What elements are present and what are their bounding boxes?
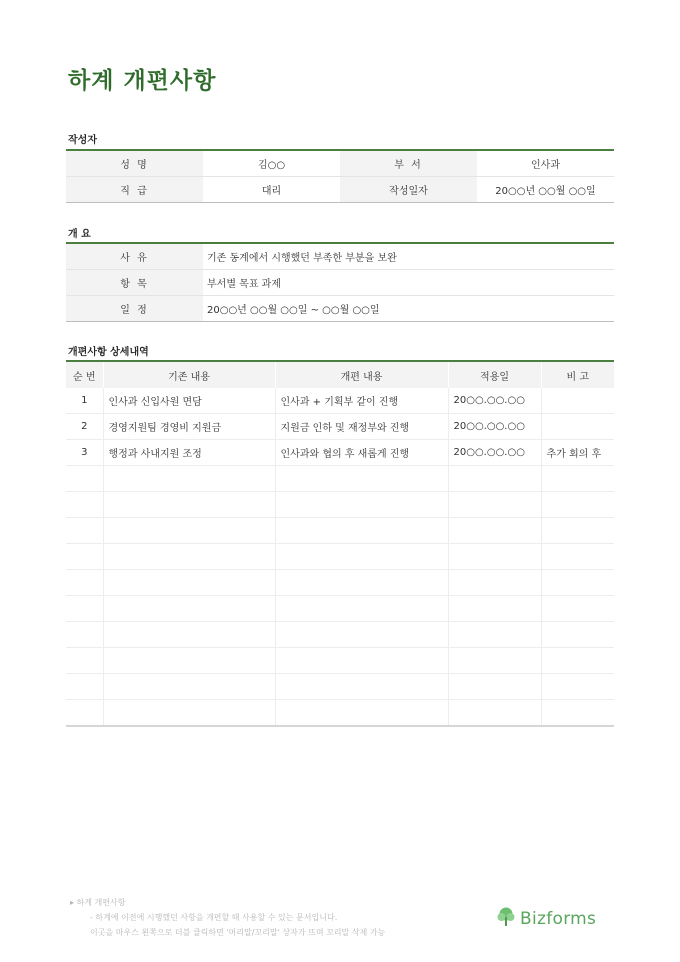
overview-row (66, 270, 614, 296)
table-row (66, 466, 614, 492)
cell-no: 3 (66, 440, 103, 466)
cell-no: 1 (66, 388, 103, 414)
cell-note (541, 518, 614, 544)
cell-before: 인사과 신입사원 면담 (103, 388, 275, 414)
cell-after (275, 466, 448, 492)
overview-section-title: 개 요 (68, 229, 91, 240)
cell-no: 2 (66, 414, 103, 440)
table-row (66, 518, 614, 544)
overview-value: 부서별 목표 과제 (203, 270, 614, 296)
cell-date (448, 648, 541, 674)
cell-after (275, 492, 448, 518)
col-header-date: 적용일 (448, 361, 541, 388)
cell-no (66, 674, 103, 700)
overview-label: 사 유 (66, 243, 203, 270)
cell-date: 20○○.○○.○○ (448, 440, 541, 466)
cell-date: 20○○.○○.○○ (448, 388, 541, 414)
cell-date (448, 700, 541, 727)
cell-note (541, 388, 614, 414)
detail-body (66, 388, 614, 726)
cell-date (448, 544, 541, 570)
cell-after: 인사과 + 기획부 같이 진행 (275, 388, 448, 414)
author-value: 20○○년 ○○월 ○○일 (495, 186, 596, 197)
cell-after: 인사과와 협의 후 새롭게 진행 (275, 440, 448, 466)
tree-icon (496, 907, 516, 930)
overview-label: 항 목 (66, 270, 203, 296)
cell-note (541, 674, 614, 700)
cell-after (275, 648, 448, 674)
cell-note (541, 622, 614, 648)
cell-date (448, 596, 541, 622)
cell-before (103, 622, 275, 648)
cell-no (66, 622, 103, 648)
overview-value: 기존 동계에서 시행했던 부족한 부분을 보완 (203, 243, 614, 270)
cell-note (541, 570, 614, 596)
cell-date (448, 466, 541, 492)
cell-no (66, 492, 103, 518)
cell-no (66, 544, 103, 570)
cell-date: 20○○.○○.○○ (448, 414, 541, 440)
col-header-no: 순 번 (66, 361, 103, 388)
cell-after (275, 544, 448, 570)
detail-section-title: 개편사항 상세내역 (68, 347, 149, 358)
overview-table (66, 242, 614, 322)
table-row (66, 570, 614, 596)
cell-before: 경영지원팀 경영비 지원금 (103, 414, 275, 440)
author-value: 대리 (261, 186, 282, 197)
cell-note (541, 544, 614, 570)
cell-date (448, 518, 541, 544)
cell-no (66, 518, 103, 544)
cell-no (66, 648, 103, 674)
cell-before (103, 570, 275, 596)
author-section-title: 작성자 (68, 135, 97, 146)
author-value: 인사과 (477, 150, 614, 177)
cell-note: 추가 회의 후 (541, 440, 614, 466)
cell-note (541, 700, 614, 727)
col-header-note: 비 고 (541, 361, 614, 388)
cell-note (541, 492, 614, 518)
cell-before (103, 492, 275, 518)
table-row (66, 596, 614, 622)
cell-after (275, 700, 448, 727)
cell-date (448, 570, 541, 596)
col-header-after: 개편 내용 (275, 361, 448, 388)
author-label: 부 서 (340, 150, 477, 177)
cell-date (448, 674, 541, 700)
overview-label: 일 정 (66, 296, 203, 322)
footer-hint: 이곳을 마우스 왼쪽으로 더블 클릭하면 '머리말/꼬리말' 상자가 뜨며 꼬리말 삭제 가능 (90, 928, 386, 937)
cell-no (66, 596, 103, 622)
footer-desc: - 하계에 이전에 시행했던 사항을 개편할 때 사용할 수 있는 문서입니다. (90, 913, 338, 922)
footer-note (70, 895, 385, 940)
cell-before (103, 518, 275, 544)
cell-date (448, 622, 541, 648)
overview-row (66, 296, 614, 322)
cell-after (275, 570, 448, 596)
cell-before (103, 700, 275, 727)
table-row (66, 440, 614, 466)
cell-before (103, 674, 275, 700)
table-row (66, 648, 614, 674)
table-row (66, 492, 614, 518)
cell-date (448, 492, 541, 518)
cell-note (541, 596, 614, 622)
brand-logo (496, 907, 596, 930)
document-title: 하계 개편사항 (68, 68, 217, 94)
author-row (66, 177, 614, 203)
cell-note (541, 648, 614, 674)
cell-after: 지원금 인하 및 재정부와 진행 (275, 414, 448, 440)
cell-no (66, 466, 103, 492)
cell-before (103, 648, 275, 674)
cell-note (541, 414, 614, 440)
table-row (66, 388, 614, 414)
cell-no (66, 700, 103, 727)
cell-before: 행정과 사내지원 조정 (103, 440, 275, 466)
overview-value: 20○○년 ○○월 ○○일 ~ ○○월 ○○일 (207, 305, 380, 316)
cell-before (103, 466, 275, 492)
table-row (66, 414, 614, 440)
author-row (66, 150, 614, 177)
cell-after (275, 596, 448, 622)
overview-row (66, 243, 614, 270)
author-label: 직 급 (66, 177, 203, 203)
footer-heading: ▸ 하계 개편사항 (70, 898, 126, 907)
cell-after (275, 622, 448, 648)
col-header-before: 기존 내용 (103, 361, 275, 388)
author-table (66, 149, 614, 203)
brand-name: Bizforms (520, 908, 597, 929)
table-row (66, 544, 614, 570)
detail-header-row (66, 361, 614, 388)
author-label: 작성일자 (340, 177, 477, 203)
cell-after (275, 518, 448, 544)
cell-before (103, 596, 275, 622)
table-row (66, 700, 614, 727)
detail-table (66, 360, 614, 727)
author-value: 김○○ (203, 150, 340, 177)
cell-before (103, 544, 275, 570)
table-row (66, 674, 614, 700)
cell-after (275, 674, 448, 700)
cell-note (541, 466, 614, 492)
author-label: 성 명 (66, 150, 203, 177)
cell-no (66, 570, 103, 596)
table-row (66, 622, 614, 648)
